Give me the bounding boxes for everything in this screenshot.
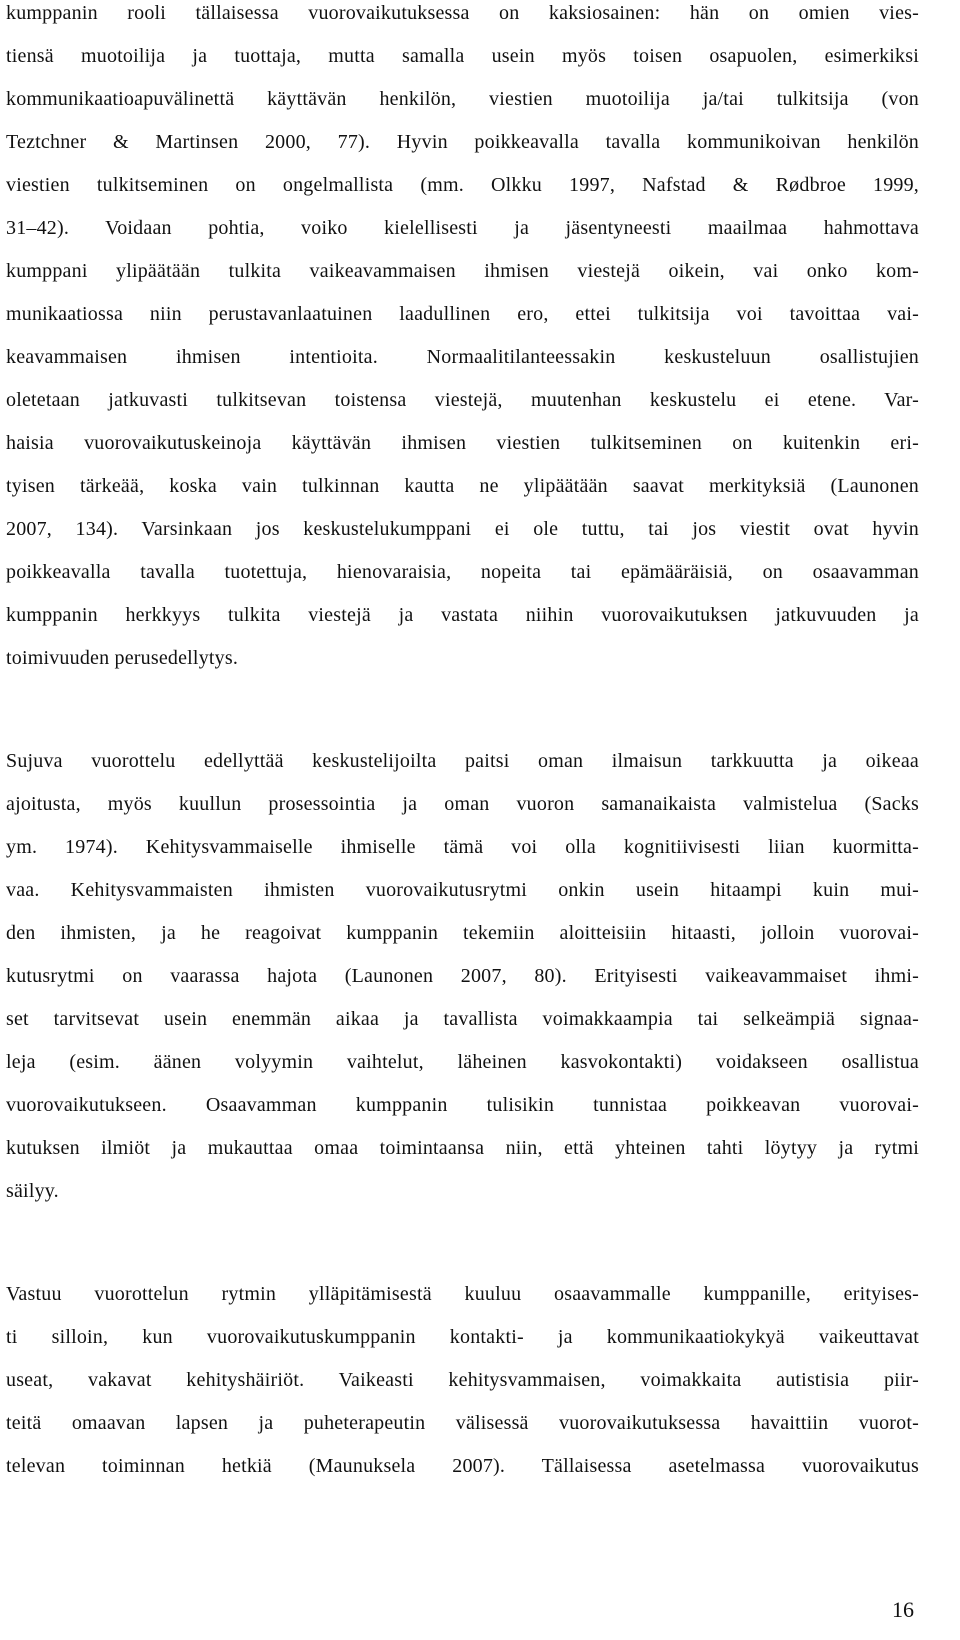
text-line: Vastuu vuorottelun rytmin ylläpitämisestä kuuluu osaavammalle kumppanille, erityises- xyxy=(6,1283,919,1305)
paragraph-1 xyxy=(6,0,919,680)
text-line: munikaatiossa niin perustavanlaatuinen laadullinen ero, ettei tulkitsija voi tavoittaa vai- xyxy=(6,303,919,325)
text-line: leja (esim. äänen volyymin vaihtelut, läheinen kasvokontakti) voidakseen osallistua xyxy=(6,1051,919,1073)
text-line: viestien tulkitseminen on ongelmallista (mm. Olkku 1997, Nafstad & Rødbroe 1999, xyxy=(6,174,919,196)
text-line: teitä omaavan lapsen ja puheterapeutin välisessä vuorovaikutuksessa havaittiin vuorot- xyxy=(6,1412,919,1434)
text-line: oletetaan jatkuvasti tulkitsevan toistensa viestejä, muutenhan keskustelu ei etene. Var- xyxy=(6,389,919,411)
text-line: Teztchner & Martinsen 2000, 77). Hyvin poikkeavalla tavalla kommunikoivan henkilön xyxy=(6,131,919,153)
text-line: kumppanin rooli tällaisessa vuorovaikutuksessa on kaksiosainen: hän on omien vies- xyxy=(6,2,919,24)
text-line: toimivuuden perusedellytys. xyxy=(6,647,239,669)
text-line: ym. 1974). Kehitysvammaiselle ihmiselle tämä voi olla kognitiivisesti liian kuormitta- xyxy=(6,836,919,858)
text-line: kumppanin herkkyys tulkita viestejä ja vastata niihin vuorovaikutuksen jatkuvuuden ja xyxy=(6,604,919,626)
text-line: ajoitusta, myös kuullun prosessointia ja oman vuoron samanaikaista valmistelua (Sacks xyxy=(6,793,919,815)
text-line: tiensä muotoilija ja tuottaja, mutta samalla usein myös toisen osapuolen, esimerkiksi xyxy=(6,45,919,67)
text-line: vuorovaikutukseen. Osaavamman kumppanin tulisikin tunnistaa poikkeavan vuorovai- xyxy=(6,1094,919,1116)
text-line: Sujuva vuorottelu edellyttää keskustelijoilta paitsi oman ilmaisun tarkkuutta ja oikeaa xyxy=(6,750,919,772)
text-line: tyisen tärkeää, koska vain tulkinnan kautta ne ylipäätään saavat merkityksiä (Launonen xyxy=(6,475,919,497)
text-line: kutuksen ilmiöt ja mukauttaa omaa toimintaansa niin, että yhteinen tahti löytyy ja rytmi xyxy=(6,1137,919,1159)
text-line: set tarvitsevat usein enemmän aikaa ja tavallista voimakkaampia tai selkeämpiä signaa- xyxy=(6,1008,919,1030)
text-line: keavammaisen ihmisen intentioita. Normaalitilanteessakin keskusteluun osallistujien xyxy=(6,346,919,368)
text-line: säilyy. xyxy=(6,1180,59,1202)
text-line: kumppani ylipäätään tulkita vaikeavammaisen ihmisen viestejä oikein, vai onko kom- xyxy=(6,260,919,282)
text-line: kommunikaatioapuvälinettä käyttävän henkilön, viestien muotoilija ja/tai tulkitsija (von xyxy=(6,88,919,110)
text-line: vaa. Kehitysvammaisten ihmisten vuorovaikutusrytmi onkin usein hitaampi kuin mui- xyxy=(6,879,919,901)
text-line: ti silloin, kun vuorovaikutuskumppanin kontakti- ja kommunikaatiokykyä vaikeuttavat xyxy=(6,1326,919,1348)
text-line: 2007, 134). Varsinkaan jos keskustelukumppani ei ole tuttu, tai jos viestit ovat hyvin xyxy=(6,518,919,540)
page-number: 16 xyxy=(892,1597,914,1622)
paragraph-2 xyxy=(6,740,919,1213)
text-line: televan toiminnan hetkiä (Maunuksela 2007). Tällaisessa asetelmassa vuorovaikutus xyxy=(6,1455,919,1477)
text-line: haisia vuorovaikutuskeinoja käyttävän ihmisen viestien tulkitseminen on kuitenkin eri- xyxy=(6,432,919,454)
paragraph-3 xyxy=(6,1273,919,1488)
text-line: kutusrytmi on vaarassa hajota (Launonen 2007, 80). Erityisesti vaikeavammaiset ihmi- xyxy=(6,965,919,987)
text-line: den ihmisten, ja he reagoivat kumppanin tekemiin aloitteisiin hitaasti, jolloin vuorovai- xyxy=(6,922,919,944)
text-line: useat, vakavat kehityshäiriöt. Vaikeasti kehitysvammaisen, voimakkaita autistisia piir- xyxy=(6,1369,919,1391)
text-line: poikkeavalla tavalla tuotettuja, hienovaraisia, nopeita tai epämääräisiä, on osaavamman xyxy=(6,561,919,583)
text-line: 31–42). Voidaan pohtia, voiko kielellisesti ja jäsentyneesti maailmaa hahmottava xyxy=(6,217,919,239)
